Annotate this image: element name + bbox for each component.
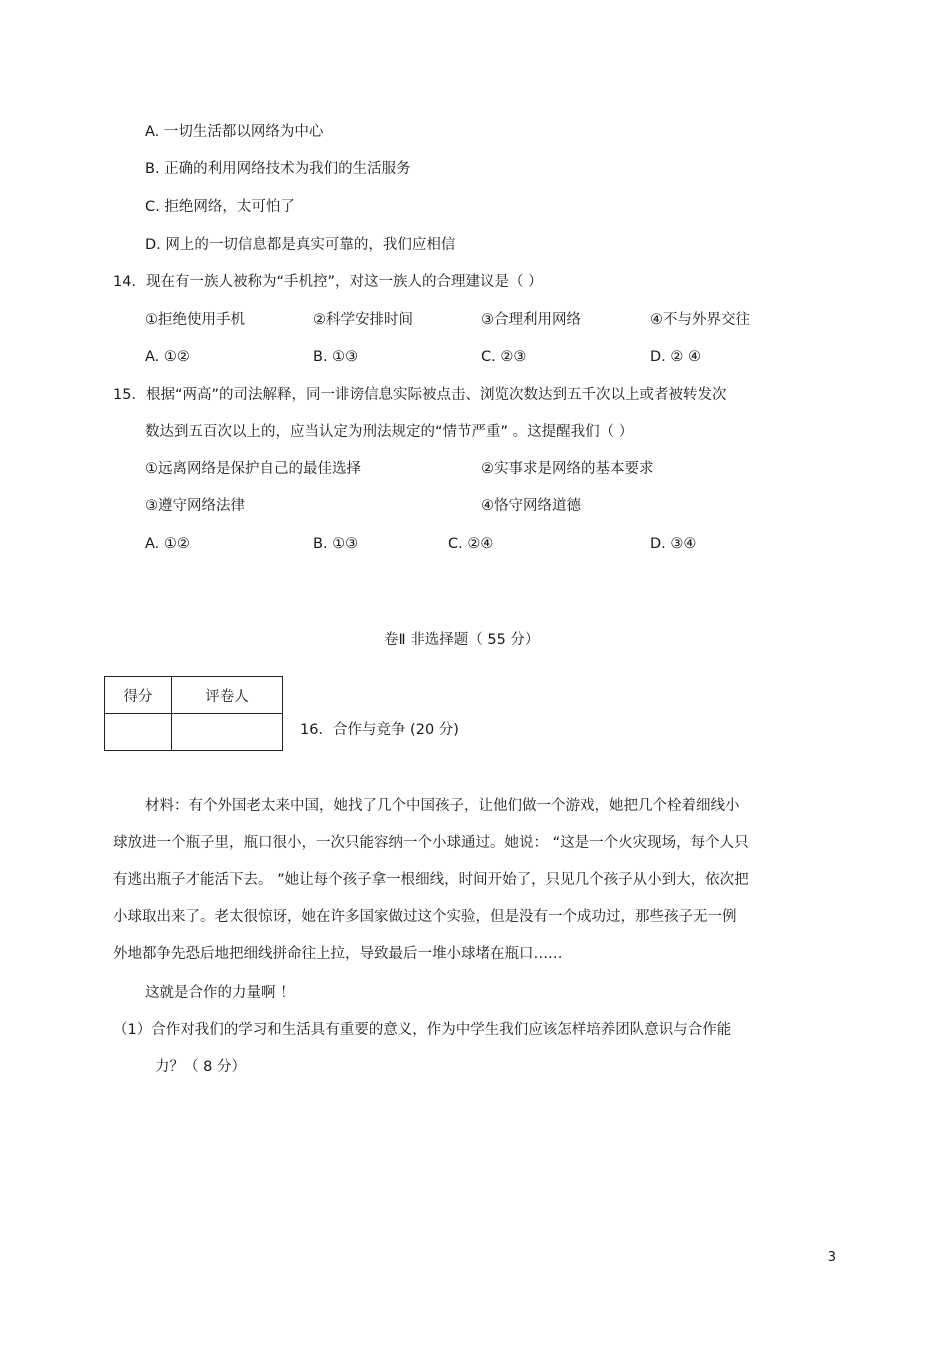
- q13-option-c: C. 拒绝网络，太可怕了: [145, 199, 295, 215]
- sub-question-1-line1: （1）合作对我们的学习和生活具有重要的意义，作为中学生我们应该怎样培养团队意识与合作能: [113, 1022, 732, 1038]
- q14-item-3: ③合理利用网络: [481, 312, 581, 328]
- q14-item-1: ①拒绝使用手机: [145, 312, 245, 328]
- q15-item-2: ②实事求是网络的基本要求: [481, 461, 654, 477]
- grader-cell[interactable]: [172, 714, 283, 751]
- q15-stem-line2: 数达到五百次以上的，应当认定为刑法规定的“情节严重” 。这提醒我们（ ）: [145, 424, 634, 440]
- q15-stem-line1: 15．根据“两高”的司法解释，同一诽谤信息实际被点击、浏览次数达到五千次以上或者被转发次: [113, 387, 727, 403]
- q13-option-d: D. 网上的一切信息都是真实可靠的，我们应相信: [145, 237, 456, 253]
- q15-item-3: ③遵守网络法律: [145, 498, 245, 514]
- material-line-3: 有逃出瓶子才能活下去。 ”她让每个孩子拿一根细线，时间开始了，只见几个孩子从小到大，依次把: [113, 872, 749, 888]
- q15-item-4: ④恪守网络道德: [481, 498, 581, 514]
- q16-title: 16．合作与竞争 (20 分): [300, 722, 459, 738]
- sub-question-1-line2: 力？（ 8 分）: [155, 1059, 246, 1075]
- score-cell[interactable]: [105, 714, 172, 751]
- q14-choice-b: B. ①③: [313, 349, 359, 365]
- q15-choice-a: A. ①②: [145, 536, 190, 552]
- material-line-1: 材料：有个外国老太来中国，她找了几个中国孩子，让他们做一个游戏，她把几个栓着细线小: [145, 798, 740, 814]
- section-title: 卷Ⅱ 非选择题（ 55 分）: [384, 632, 540, 648]
- q13-option-b: B. 正确的利用网络技术为我们的生活服务: [145, 161, 411, 177]
- q13-option-a: A. 一切生活都以网络为中心: [145, 124, 324, 140]
- q14-choice-d: D. ② ④: [650, 349, 701, 365]
- grader-header: 评卷人: [172, 677, 283, 714]
- q14-choice-c: C. ②③: [481, 349, 527, 365]
- q14-stem: 14．现在有一族人被称为“手机控”，对这一族人的合理建议是（ ）: [113, 274, 543, 290]
- score-table: [104, 676, 283, 751]
- q14-item-2: ②科学安排时间: [313, 312, 413, 328]
- q15-item-1: ①远离网络是保护自己的最佳选择: [145, 461, 361, 477]
- page-number: 3: [827, 1250, 836, 1265]
- q14-choice-a: A. ①②: [145, 349, 190, 365]
- material-line-4: 小球取出来了。老太很惊讶，她在许多国家做过这个实验，但是没有一个成功过，那些孩子无一例: [113, 909, 737, 925]
- material-line-5: 外地都争先恐后地把细线拼命往上拉，导致最后一堆小球堵在瓶口……: [113, 946, 563, 962]
- material-line-2: 球放进一个瓶子里，瓶口很小，一次只能容纳一个小球通过。她说： “这是一个火灾现场，每个人只: [113, 835, 749, 851]
- q14-item-4: ④不与外界交往: [650, 312, 750, 328]
- q15-choice-b: B. ①③: [313, 536, 359, 552]
- score-header: 得分: [105, 677, 172, 714]
- q15-choice-c: C. ②④: [448, 536, 494, 552]
- q15-choice-d: D. ③④: [650, 536, 697, 552]
- material-line-6: 这就是合作的力量啊 ！: [145, 985, 295, 1001]
